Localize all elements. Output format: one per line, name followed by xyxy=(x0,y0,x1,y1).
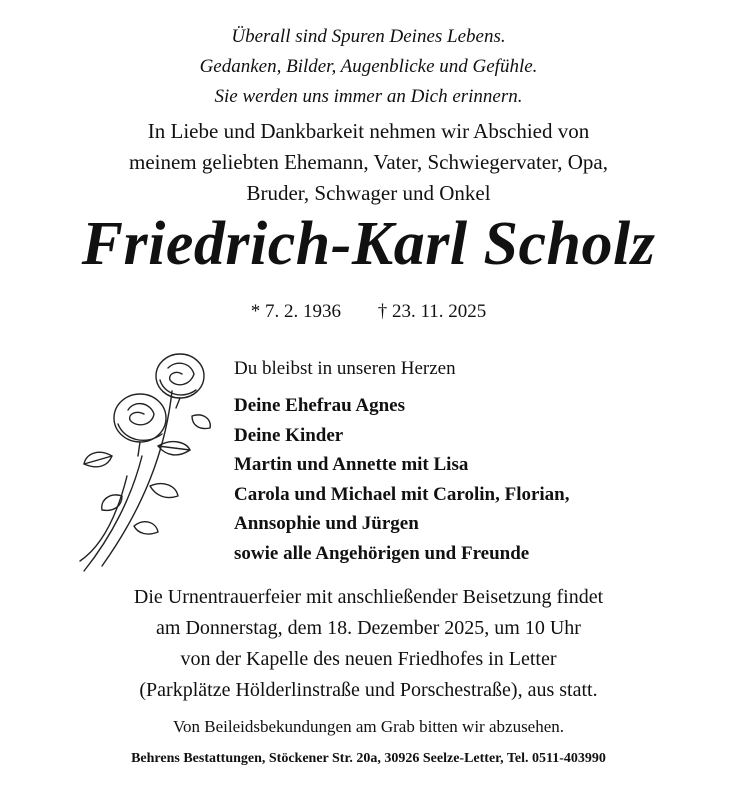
memorial-poem xyxy=(0,22,737,112)
poem-line: Gedanken, Bilder, Augenblicke und Gefühle. xyxy=(199,56,538,77)
poem-line: Sie werden uns immer an Dich erinnern. xyxy=(214,86,523,107)
intro-line: Bruder, Schwager und Onkel xyxy=(246,181,491,205)
death-date: † 23. 11. 2025 xyxy=(377,301,487,322)
intro-line: In Liebe und Dankbarkeit nehmen wir Abschied von xyxy=(147,119,590,143)
ceremony-line: Die Urnentrauerfeier mit anschließender Beisetzung findet xyxy=(133,586,604,608)
poem-line: Überall sind Spuren Deines Lebens. xyxy=(231,26,506,47)
signatory-line: Annsophie und Jürgen xyxy=(234,513,419,534)
ceremony-details xyxy=(0,582,737,706)
deceased-name: Friedrich-Karl Scholz xyxy=(81,210,656,278)
rose-icon xyxy=(72,346,222,576)
signatory-line: Deine Ehefrau Agnes xyxy=(234,395,405,416)
family-block xyxy=(234,355,714,568)
signatory-line: Deine Kinder xyxy=(234,424,344,446)
life-dates xyxy=(0,298,737,326)
funeral-home-footer: Behrens Bestattungen, Stöckener Str. 20a, 30926 Seelze-Letter, Tel. 0511-403990 xyxy=(131,751,606,766)
signatory-line: Martin und Annette mit Lisa xyxy=(234,454,469,475)
farewell-intro xyxy=(0,116,737,209)
birth-date: * 7. 2. 1936 xyxy=(250,301,341,322)
ceremony-line: (Parkplätze Hölderlinstraße und Porschestraße), aus statt. xyxy=(139,679,598,701)
signatory-line: Carola und Michael mit Carolin, Florian, xyxy=(234,483,570,505)
family-lead: Du bleibst in unseren Herzen xyxy=(234,358,456,379)
condolence-note: Von Beileidsbekundungen am Grab bitten wir abzusehen. xyxy=(172,717,565,736)
intro-line: meinem geliebten Ehemann, Vater, Schwiegervater, Opa, xyxy=(128,150,608,174)
ceremony-line: am Donnerstag, dem 18. Dezember 2025, um 10 Uhr xyxy=(156,617,581,639)
ceremony-line: von der Kapelle des neuen Friedhofes in Letter xyxy=(180,648,557,670)
signatory-line: sowie alle Angehörigen und Freunde xyxy=(234,542,530,564)
